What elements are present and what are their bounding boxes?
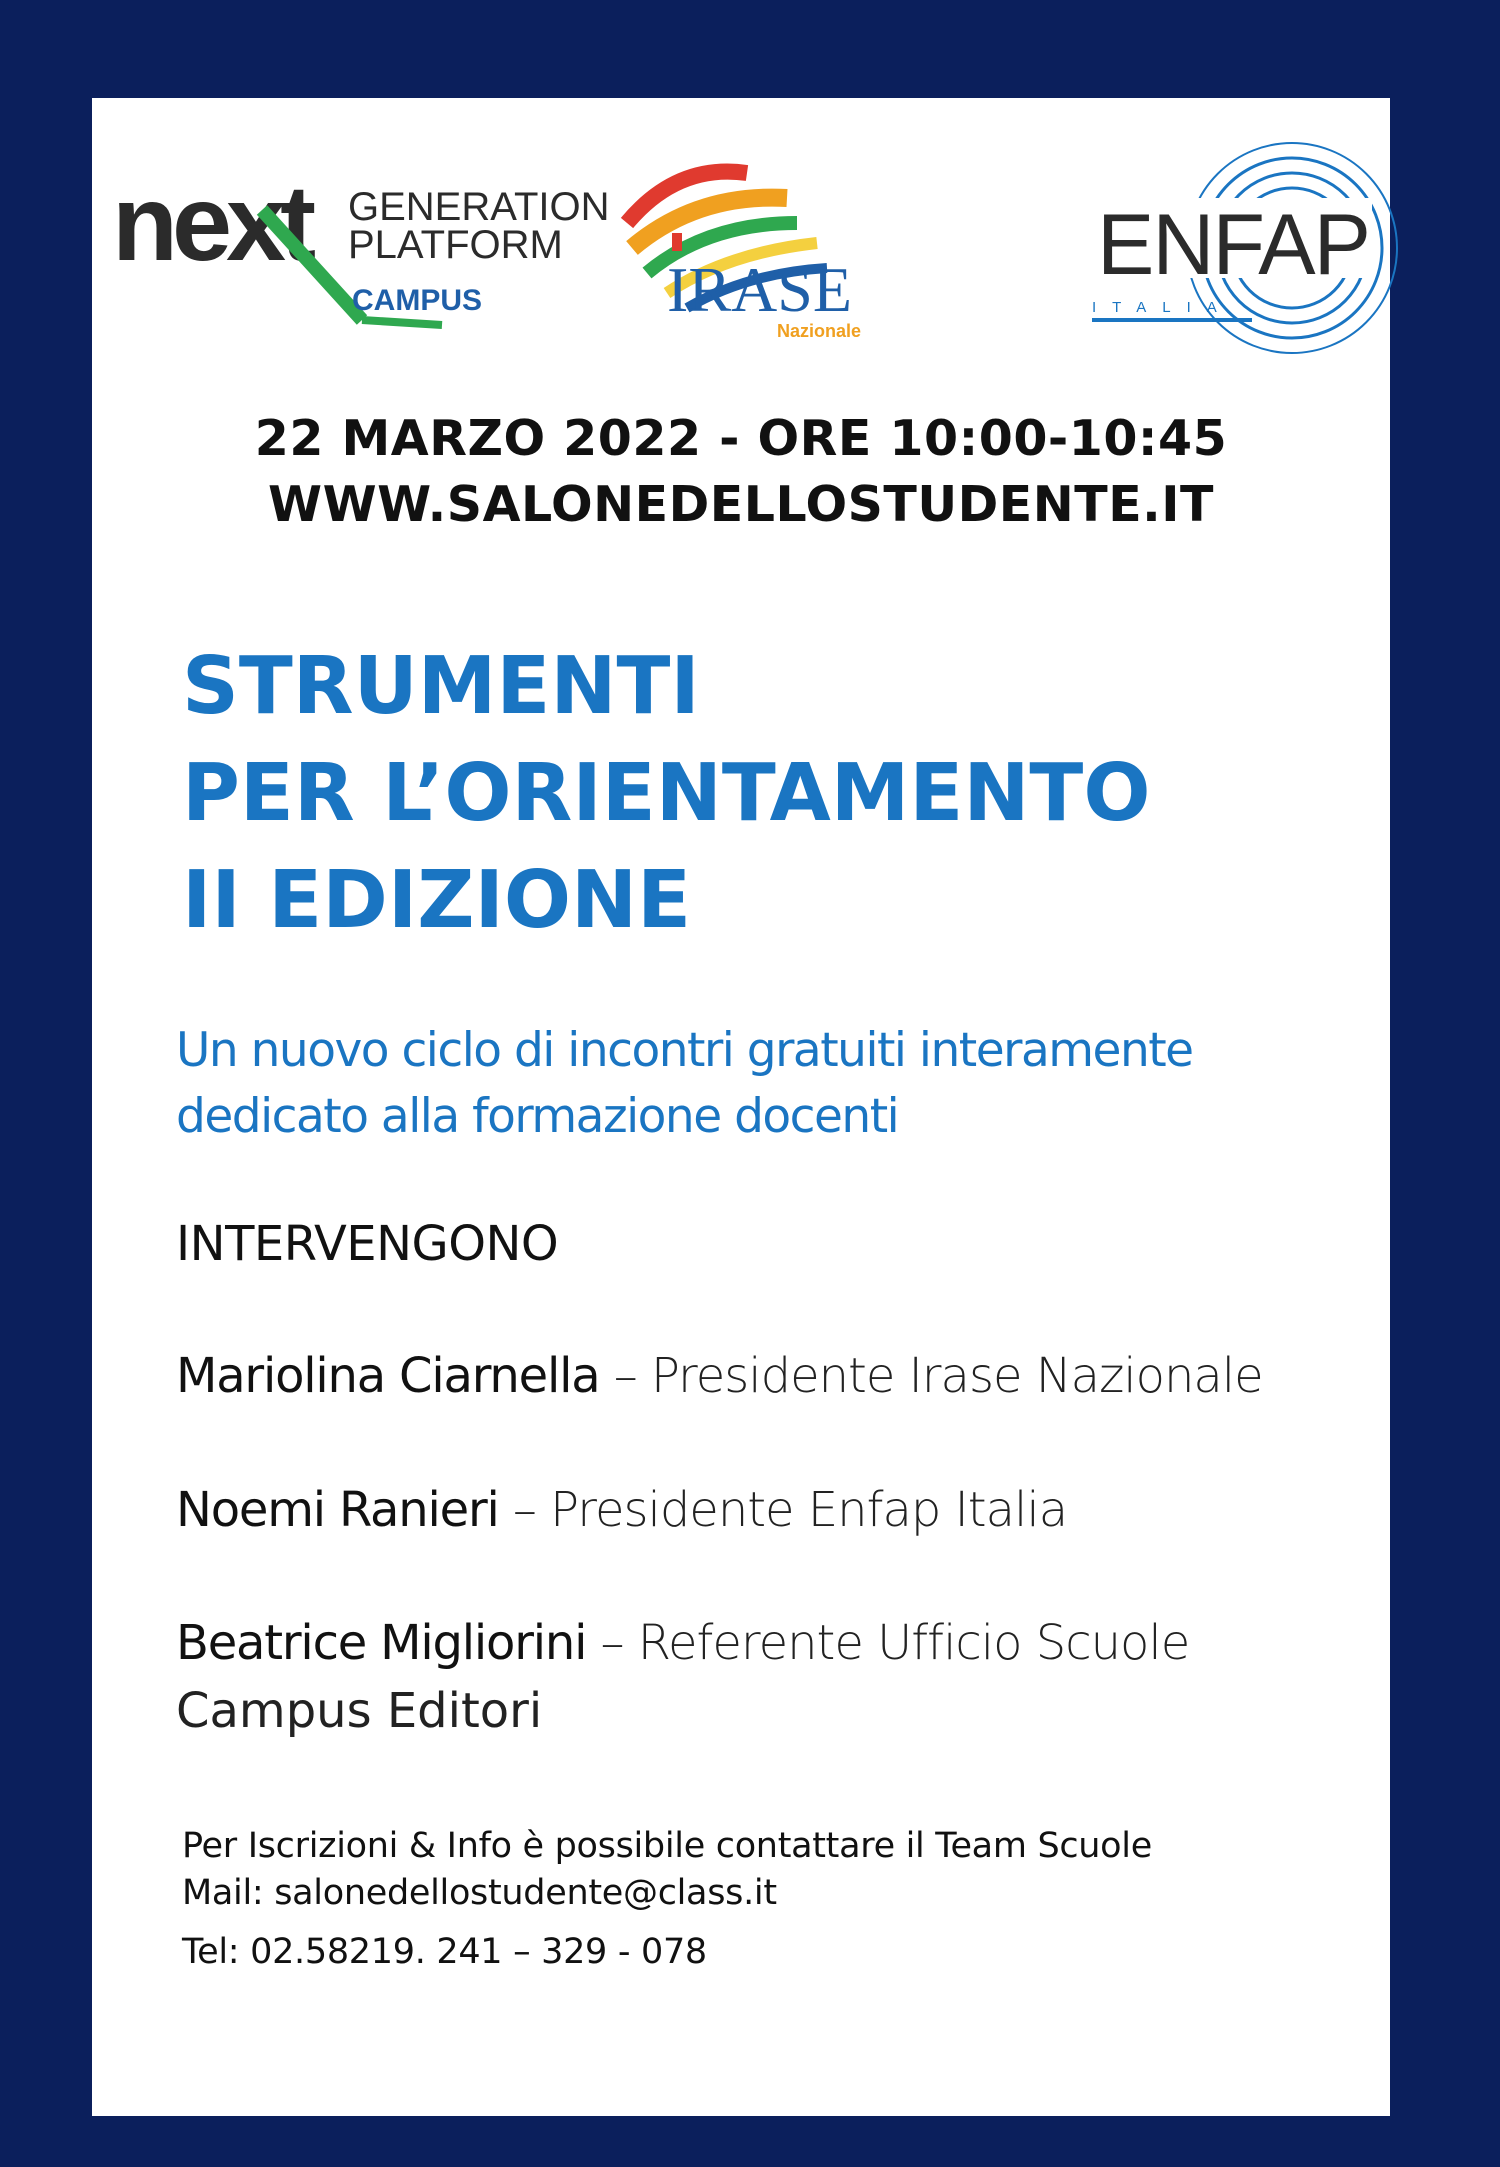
next-logo-line2: PLATFORM: [348, 223, 563, 267]
contact-email[interactable]: Mail: salonedellostudente@class.it: [182, 1873, 777, 1913]
speaker-item: [176, 1482, 1067, 1538]
speaker-name: Mariolina Ciarnella: [176, 1348, 600, 1404]
title-line-3: II EDIZIONE: [182, 854, 692, 946]
speaker-name: Noemi Ranieri: [176, 1482, 499, 1538]
speakers-heading: INTERVENGONO: [176, 1216, 559, 1272]
title-line-2: PER L’ORIENTAMENTO: [182, 747, 1151, 839]
event-subtitle: [176, 1018, 1193, 1150]
speaker-role: – Referente Ufficio Scuole: [586, 1615, 1190, 1671]
enfap-logo-sub: ITALIA: [1092, 299, 1233, 316]
next-generation-platform-logo: [112, 150, 610, 350]
event-date-time: 22 MARZO 2022 - ORE 10:00-10:45: [254, 410, 1228, 467]
enfap-logo: [992, 138, 1382, 348]
speaker-name: Beatrice Migliorini: [176, 1615, 587, 1671]
irase-logo-word: IRASE: [667, 254, 852, 325]
irase-logo-sub: Nazionale: [777, 321, 862, 341]
speaker-role-continued: Campus Editori: [176, 1683, 543, 1739]
next-logo-line1: GENERATION: [348, 185, 610, 229]
next-logo-sub: CAMPUS: [352, 284, 483, 317]
speaker-item: [176, 1615, 1189, 1671]
enfap-logo-word: ENFAP: [1097, 197, 1369, 293]
speaker-item: [176, 1348, 1263, 1404]
contact-info-line: Per Iscrizioni & Info è possibile contattare il Team Scuole: [182, 1826, 1152, 1866]
contact-phone[interactable]: Tel: 02.58219. 241 – 329 - 078: [182, 1932, 707, 1972]
event-title: [182, 633, 1150, 954]
irase-logo: [617, 143, 907, 343]
speaker-role: – Presidente Irase Nazionale: [599, 1348, 1263, 1404]
speaker-role: – Presidente Enfap Italia: [498, 1482, 1068, 1538]
next-logo-word: next: [112, 162, 311, 283]
subtitle-line-2: dedicato alla formazione docenti: [176, 1089, 899, 1144]
subtitle-line-1: Un nuovo ciclo di incontri gratuiti interamente: [176, 1023, 1193, 1078]
flyer-page: [92, 98, 1390, 2116]
event-website[interactable]: WWW.SALONEDELLOSTUDENTE.IT: [268, 476, 1214, 533]
title-line-1: STRUMENTI: [182, 640, 700, 732]
